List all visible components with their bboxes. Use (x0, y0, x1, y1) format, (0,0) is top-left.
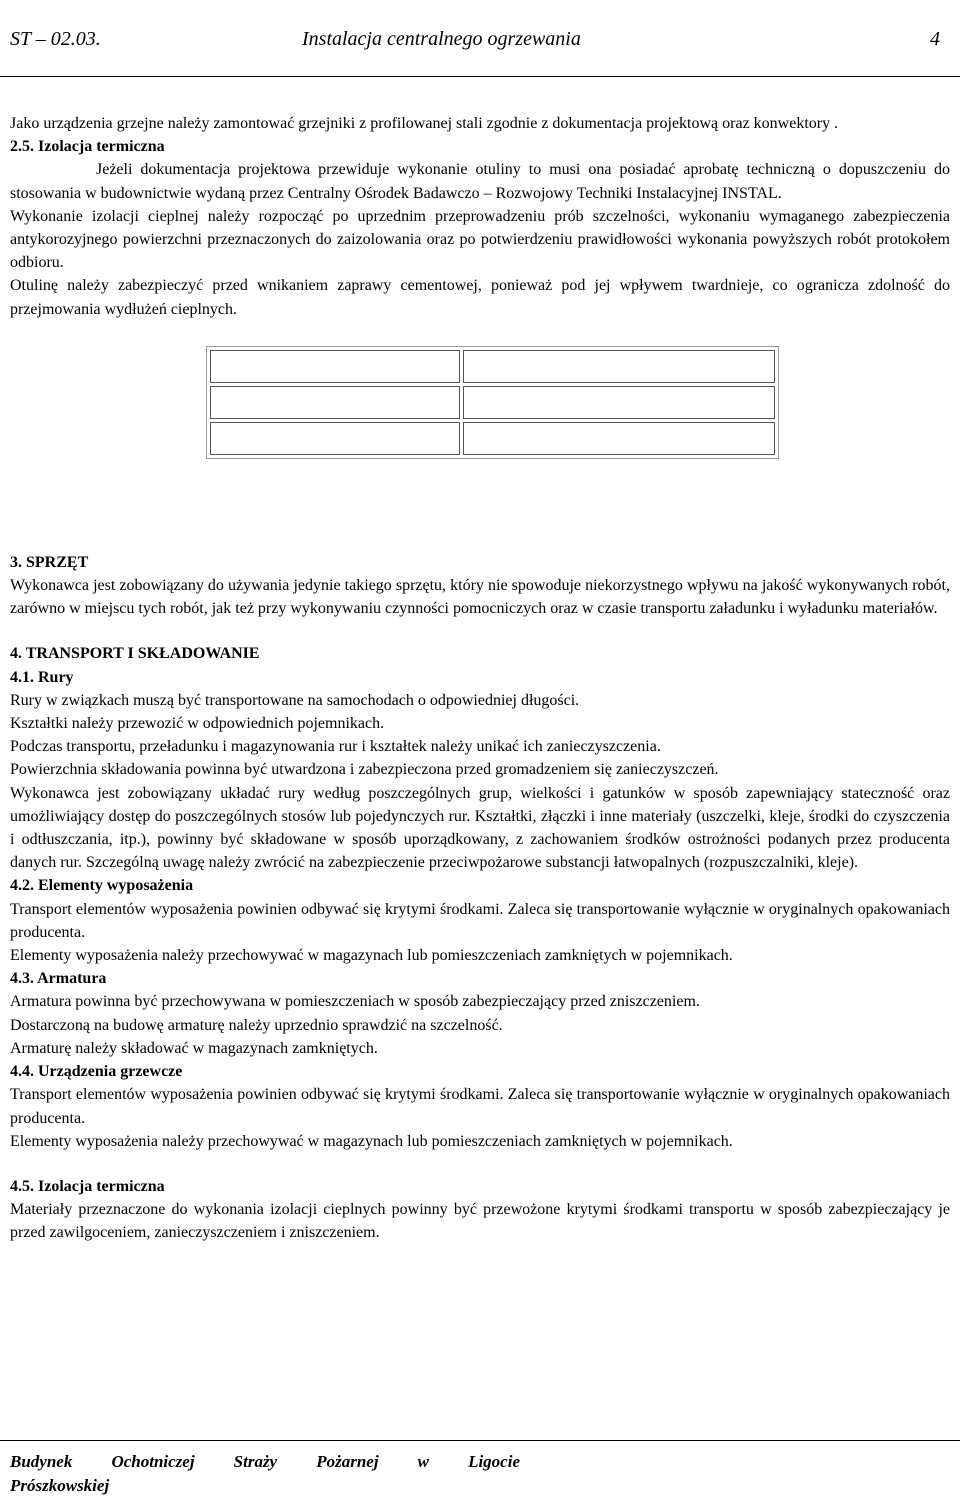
footer-location: Prószkowskiej (10, 1476, 110, 1495)
table-cell (210, 350, 460, 383)
table-row (210, 422, 775, 455)
paragraph-2-5-execution: Wykonanie izolacji cieplnej należy rozpocząć po uprzednim przeprowadzeniu prób szczelności, wykonaniu wymaganego zabezpieczenia antykorozyjnego powierzchni przeznaczonych do zaizolowania oraz po potwierdzeniu prawidłowości wykonania powyższych robót protokołem odbioru. (10, 207, 950, 272)
intro-paragraph: Jako urządzenia grzejne należy zamontować grzejniki z profilowanej stali zgodnie z dokumentacja projektową oraz konwektory . (10, 115, 839, 132)
paragraph-4-1-arrangement: Wykonawca jest zobowiązany układać rury według poszczególnych grup, wielkości i gatunków w sposób zapewniający stateczność oraz umożliwiający dostęp do poszczególnych stosów lub pojedynczych rur. Kształtki, złączki i inne materiały (uszczelki, kleje, środki do czyszczenia i odtłuszczania, itp.), powinny być składowane w sposób uporządkowany, z zachowaniem środków ostrożności podanych przez producenta danych rur. Szczególną uwagę należy zwrócić na zabezpieczenie przeciwpożarowe substancji łatwopalnych (rozpuszczalniki, kleje). (10, 784, 950, 872)
paragraph-2-5-approval: Jeżeli dokumentacja projektowa przewiduje wykonanie otuliny to musi ona posiadać aprobatę techniczną o dopuszczeniu do stosowania w budownictwie wydaną przez Centralny Ośrodek Badawczo – Rozwojowy Techniki Instalacyjnej INSTAL. (10, 161, 950, 202)
heading-4-4: 4.4. Urządzenia grzewcze (10, 1063, 183, 1081)
paragraph-4-4-storage: Elementy wyposażenia należy przechowywać w magazynach lub pomieszczeniach zamkniętych w pojemnikach. (10, 1132, 733, 1150)
document-body (10, 112, 950, 1245)
header-divider (0, 76, 960, 77)
heading-4-1: 4.1. Rury (10, 668, 74, 686)
paragraph-4-5-materials: Materiały przeznaczone do wykonania izolacji cieplnych powinny być przewożone krytymi środkami transportu w sposób zabezpieczający je przed zawilgoceniem, zanieczyszczeniem i zniszczeniem. (10, 1201, 950, 1242)
spacer (10, 620, 950, 642)
footer-building-name: Budynek Ochotniczej Straży Pożarnej w Ligocie (10, 1452, 520, 1471)
table-cell (463, 422, 775, 455)
page-footer (10, 1450, 520, 1498)
heading-2-5: 2.5. Izolacja termiczna (10, 138, 165, 156)
page-header (10, 28, 950, 58)
line-4-1-storage-surface: Powierzchnia składowania powinna być utwardzona i zabezpieczona przed gromadzeniem się zanieczyszczeń. (10, 761, 719, 779)
empty-table (206, 346, 779, 459)
line-4-1-fittings: Kształtki należy przewozić w odpowiednich pojemnikach. (10, 715, 385, 733)
footer-divider (0, 1440, 960, 1441)
heading-3: 3. SPRZĘT (10, 553, 89, 571)
line-4-3-warehouse: Armaturę należy składować w magazynach zamkniętych. (10, 1039, 378, 1057)
line-4-1-transport: Rury w związkach muszą być transportowane na samochodach o odpowiedniej długości. (10, 691, 580, 709)
table-row (210, 386, 775, 419)
line-4-3-storage: Armatura powinna być przechowywana w pomieszczeniach w sposób zabezpieczający przed zniszczeniem. (10, 993, 700, 1011)
line-4-3-tightness: Dostarczoną na budowę armaturę należy uprzednio sprawdzić na szczelność. (10, 1016, 503, 1034)
table-cell (463, 386, 775, 419)
table-cell (463, 350, 775, 383)
spec-code: ST – 02.03. (10, 28, 101, 50)
table-cell (210, 386, 460, 419)
heading-4-3: 4.3. Armatura (10, 970, 107, 988)
heading-4: 4. TRANSPORT I SKŁADOWANIE (10, 645, 260, 663)
table-row (210, 350, 775, 383)
paragraph-4-4-transport: Transport elementów wyposażenia powinien odbywać się krytymi środkami. Zaleca się transportowanie wyłącznie w oryginalnych opakowaniach producenta. (10, 1086, 950, 1127)
line-4-1-contamination: Podczas transportu, przeładunku i magazynowania rur i kształtek należy unikać ich zanieczyszczenia. (10, 738, 661, 756)
empty-table-area (10, 321, 950, 551)
page-number: 4 (930, 28, 940, 50)
paragraph-4-2-storage: Elementy wyposażenia należy przechowywać w magazynach lub pomieszczeniach zamkniętych w pojemnikach. (10, 947, 733, 965)
spacer (10, 1153, 950, 1175)
paragraph-2-5-protection: Otulinę należy zabezpieczyć przed wnikaniem zaprawy cementowej, ponieważ pod jej wpływem twardnieje, co ogranicza zdolność do przejmowania wydłużeń cieplnych. (10, 277, 950, 318)
paragraph-3-equipment: Wykonawca jest zobowiązany do używania jedynie takiego sprzętu, który nie spowoduje niekorzystnego wpływu na jakość wykonywanych robót, zarówno w miejscu tych robót, jak też przy wykonywaniu czynności pomocniczych oraz w czasie transportu załadunku i wyładunku materiałów. (10, 577, 950, 618)
table-cell (210, 422, 460, 455)
heading-4-5: 4.5. Izolacja termiczna (10, 1177, 165, 1195)
paragraph-4-2-transport: Transport elementów wyposażenia powinien odbywać się krytymi środkami. Zaleca się transportowanie wyłącznie w oryginalnych opakowaniach producenta. (10, 900, 950, 941)
heading-4-2: 4.2. Elementy wyposażenia (10, 877, 194, 895)
spec-title: Instalacja centralnego ogrzewania (302, 28, 581, 50)
